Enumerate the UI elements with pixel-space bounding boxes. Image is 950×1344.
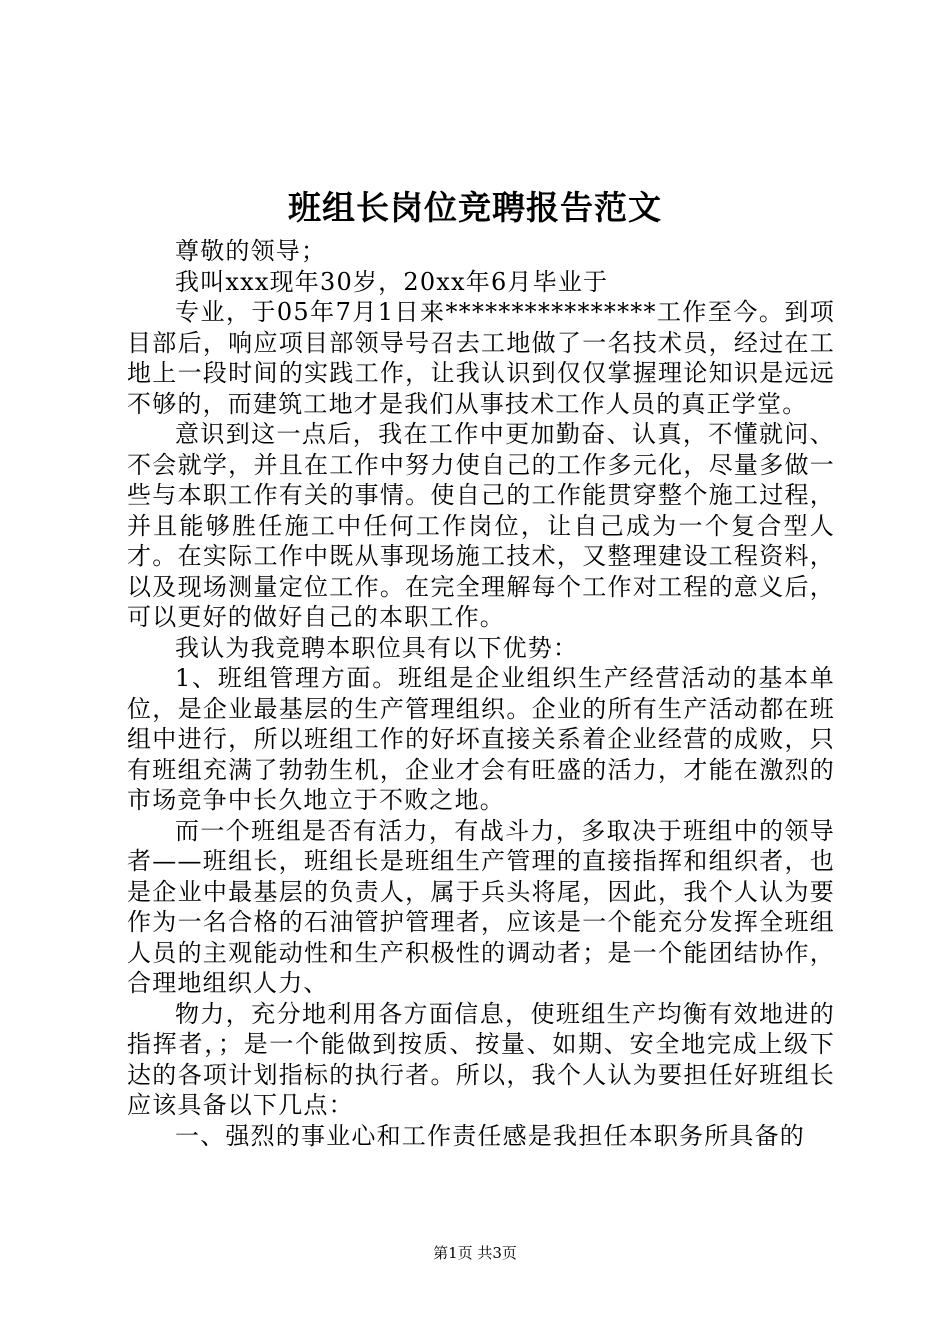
paragraph-team-leader-role: 而一个班组是否有活力，有战斗力，多取决于班组中的领导者——班组长，班组长是班组生产管理的直接指挥和组织者，也是企业中最基层的负责人，属于兵头将尾，因此，我个人认为要作为一名合格的石油管护管理者，应该是一个能充分发挥全班组人员的主观能动性和生产积极性的调动者；是一个能团结协作，合理地组织人力、: [127, 816, 835, 997]
document-body: [127, 236, 835, 1151]
paragraph-team-management: 1、班组管理方面。班组是企业组织生产经营活动的基本单位，是企业最基层的生产管理组织。企业的所有生产活动都在班组中进行，所以班组工作的好坏直接关系着企业经营的成败，只有班组充满了勃勃生机，企业才会有旺盛的活力，才能在激烈的市场竞争中长久地立于不败之地。: [127, 664, 835, 814]
document-title: 班组长岗位竞聘报告范文: [288, 188, 662, 227]
paragraph-intro: 我叫xxx现年30岁，20xx年6月毕业于: [175, 267, 609, 296]
paragraph-material-resources: 物力，充分地利用各方面信息，使班组生产均衡有效地进的指挥者，；是一个能做到按质、按量、如期、安全地完成上级下达的各项计划指标的执行者。所以，我个人认为要担任好班组长应该具备以下几点：: [127, 999, 835, 1119]
paragraph-realization: 意识到这一点后，我在工作中更加勤奋、认真，不懂就问、不会就学，并且在工作中努力使自己的工作多元化，尽量多做一些与本职工作有关的事情。使自己的工作能贯穿整个施工过程，并且能够胜任施工中任何工作岗位，让自己成为一个复合型人才。在实际工作中既从事现场施工技术，又整理建设工程资料，以及现场测量定位工作。在完全理解每个工作对工程的意义后，可以更好的做好自己的本职工作。: [127, 420, 835, 631]
paragraph-point-one: 一、强烈的事业心和工作责任感是我担任本职务所具备的: [175, 1121, 805, 1150]
paragraph-greeting: 尊敬的领导；: [175, 237, 327, 265]
paragraph-advantages-heading: 我认为我竞聘本职位具有以下优势：: [175, 633, 579, 662]
paragraph-work-history: 专业，于05年7月1日来****************工作至今。到项目部后，响应项目部领导号召去工地做了一名技术员，经过在工地上一段时间的实践工作，让我认识到仅仅掌握理论知识是远远不够的，而建筑工地才是我们从事技术工作人员的真正学堂。: [127, 298, 835, 418]
page-footer: 第1页 共3页: [433, 1244, 517, 1262]
